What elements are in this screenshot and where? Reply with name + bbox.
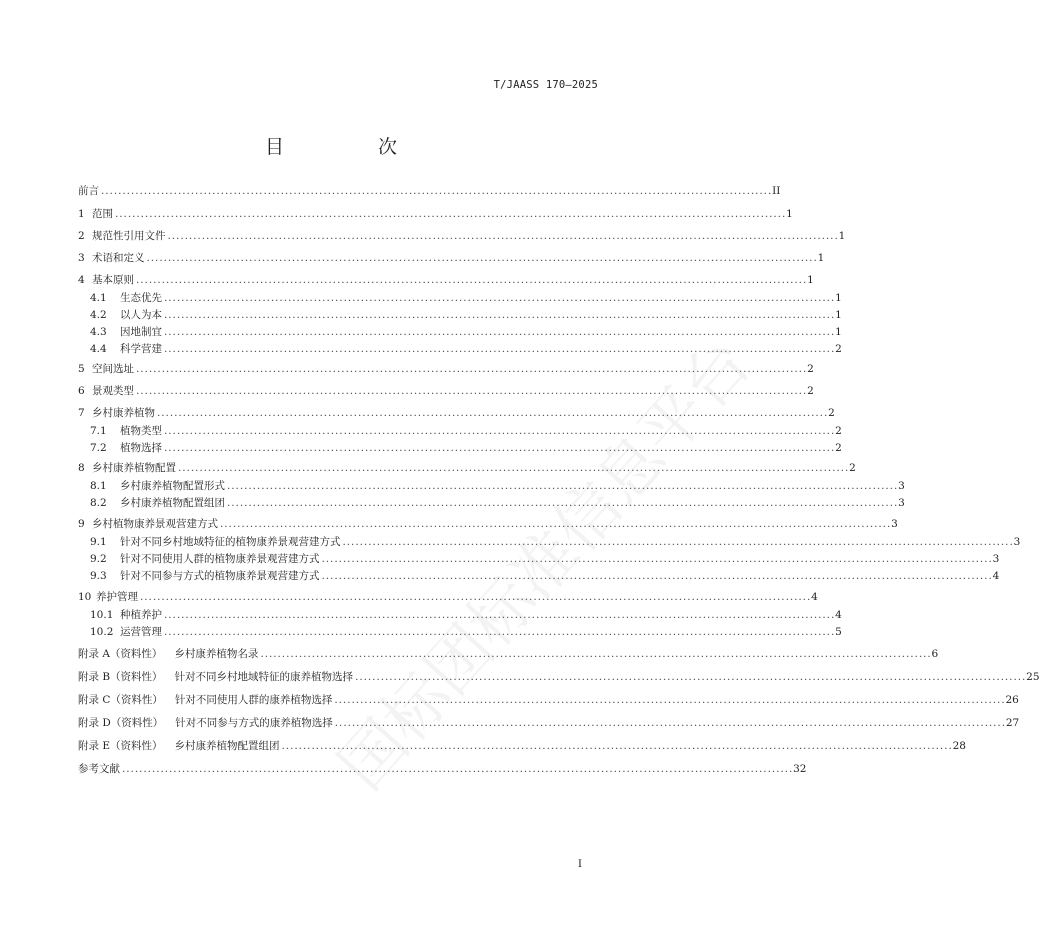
- toc-entry[interactable]: [90, 496, 905, 510]
- toc-entry-page: 5: [835, 626, 842, 638]
- toc-entry-label: 以人为本: [120, 309, 162, 321]
- toc-entry-page: 4: [992, 570, 1000, 582]
- toc-entry-number: 1: [78, 208, 85, 220]
- toc-entry-label: 运营管理: [120, 626, 162, 638]
- toc-leader-dots: [260, 647, 929, 661]
- toc-entry-label: 乡村康养植物配置: [92, 462, 176, 474]
- toc-entry[interactable]: [90, 535, 1021, 549]
- toc-entry-label: 生态优先: [120, 292, 162, 304]
- toc-entry-page: 1: [817, 252, 825, 264]
- toc-entry[interactable]: [78, 251, 825, 265]
- toc-entry[interactable]: [90, 325, 842, 339]
- toc-entry[interactable]: [90, 342, 842, 356]
- toc-entry-number: 10.1: [90, 609, 114, 621]
- page-title: 目 次: [264, 136, 442, 158]
- toc-entry-page: 6: [931, 648, 939, 660]
- toc-entry-label: 植物选择: [120, 442, 162, 454]
- toc-entry[interactable]: [78, 207, 793, 221]
- toc-leader-dots: [334, 693, 1003, 707]
- toc-entry-label: 空间选址: [92, 363, 134, 375]
- toc-entry-number: 9: [78, 518, 85, 530]
- toc-leader-dots: [220, 517, 889, 531]
- toc-entry-number: 10: [78, 591, 92, 603]
- toc-entry-number: 6: [78, 385, 85, 397]
- toc-entry-label: 景观类型: [92, 385, 134, 397]
- toc-entry-number: 10.2: [90, 626, 114, 638]
- toc-leader-dots: [115, 207, 784, 221]
- toc-entry-number: 9.2: [90, 553, 107, 565]
- toc-entry-label: 术语和定义: [92, 252, 145, 264]
- toc-entry-label: 范围: [92, 208, 113, 220]
- toc-entry-page: 4: [835, 609, 842, 621]
- toc-entry-page: 2: [835, 425, 842, 437]
- toc-entry-page: 2: [849, 462, 856, 474]
- toc-entry-page: 1: [835, 326, 842, 338]
- toc-leader-dots: [147, 251, 816, 265]
- toc-entry-label: 乡村康养植物: [92, 407, 155, 419]
- page-number: I: [577, 858, 582, 870]
- toc-entry-number: 7.2: [90, 442, 107, 454]
- toc-entry-page: 1: [807, 274, 814, 286]
- toc-leader-dots: [343, 535, 1012, 549]
- toc-entry[interactable]: [78, 517, 898, 531]
- toc-leader-dots: [168, 229, 837, 243]
- toc-entry[interactable]: [90, 424, 842, 438]
- toc-leader-dots: [164, 325, 833, 339]
- toc-entry[interactable]: [90, 608, 842, 622]
- toc-entry[interactable]: [78, 693, 1019, 707]
- toc-entry-label: 针对不同乡村地域特征的植物康养景观营建方式: [120, 536, 341, 548]
- toc-entry-label: 种植养护: [120, 609, 162, 621]
- toc-entry[interactable]: [78, 384, 814, 398]
- toc-entry[interactable]: [78, 647, 939, 661]
- toc-entry-page: 4: [811, 591, 818, 603]
- toc-leader-dots: [355, 670, 1024, 684]
- toc-entry-number: 4.3: [90, 326, 107, 338]
- toc-entry-page: 2: [835, 442, 842, 454]
- toc-entry[interactable]: [78, 461, 856, 475]
- watermark-text: 国标团标准信息平台: [325, 326, 766, 804]
- toc-entry-number: 附录 C（资料性）: [78, 694, 163, 706]
- toc-entry-label: 因地制宜: [120, 326, 162, 338]
- toc-entry-number: 4: [78, 274, 85, 286]
- toc-entry-number: 附录 E（资料性）: [78, 740, 163, 752]
- toc-entry-label: 乡村康养植物名录: [174, 648, 259, 660]
- toc-entry-label: 乡村植物康养景观营建方式: [92, 518, 218, 530]
- toc-leader-dots: [322, 569, 991, 583]
- toc-entry-page: 2: [807, 363, 814, 375]
- toc-entry-label: 针对不同使用人群的康养植物选择: [174, 694, 333, 706]
- toc-entry-label: 乡村康养植物配置形式: [120, 480, 225, 492]
- toc-leader-dots: [101, 184, 770, 198]
- toc-entry-page: 27: [1005, 717, 1020, 729]
- toc-entry-page: 32: [793, 763, 807, 775]
- toc-entry-label: 乡村康养植物配置组团: [174, 740, 280, 752]
- toc-entry[interactable]: [78, 739, 966, 753]
- toc-entry-number: 8: [78, 462, 85, 474]
- toc-entry-number: 附录 A（资料性）: [78, 648, 163, 660]
- toc-entry-page: 3: [992, 553, 1000, 565]
- toc-entry[interactable]: [78, 670, 1040, 684]
- toc-entry[interactable]: [78, 406, 835, 420]
- toc-entry-page: 3: [1013, 536, 1021, 548]
- toc-entry[interactable]: [90, 291, 842, 305]
- document-id: T/JAASS 170—2025: [493, 79, 598, 91]
- toc-leader-dots: [136, 273, 805, 287]
- toc-leader-dots: [164, 625, 833, 639]
- toc-entry-page: 28: [952, 740, 966, 752]
- toc-entry[interactable]: [90, 625, 842, 639]
- toc-entry-label: 针对不同乡村地域特征的康养植物选择: [174, 671, 354, 683]
- toc-entry-label: 针对不同参与方式的植物康养景观营建方式: [120, 570, 320, 582]
- toc-leader-dots: [140, 590, 809, 604]
- toc-entry-label: 前言: [78, 185, 99, 197]
- toc-leader-dots: [227, 496, 896, 510]
- toc-leader-dots: [322, 552, 991, 566]
- toc-entry-page: II: [772, 185, 781, 197]
- toc-entry-page: 2: [828, 407, 835, 419]
- toc-entry-number: 7.1: [90, 425, 107, 437]
- toc-entry-number: 9.3: [90, 570, 107, 582]
- toc-entry-page: 3: [898, 480, 905, 492]
- toc-entry-number: 附录 B（资料性）: [78, 671, 163, 683]
- toc-leader-dots: [164, 441, 833, 455]
- toc-entry-label: 养护管理: [96, 591, 138, 603]
- toc-leader-dots: [178, 461, 847, 475]
- toc-entry-page: 2: [835, 343, 842, 355]
- toc-entry-page: 1: [835, 292, 842, 304]
- toc-entry-number: 4.1: [90, 292, 107, 304]
- toc-entry-label: 针对不同参与方式的康养植物选择: [175, 717, 333, 729]
- toc-leader-dots: [122, 762, 791, 776]
- toc-entry[interactable]: [78, 273, 814, 287]
- toc-entry[interactable]: [90, 479, 905, 493]
- toc-leader-dots: [136, 384, 805, 398]
- toc-entry[interactable]: [90, 552, 1000, 566]
- toc-entry-label: 参考文献: [78, 763, 120, 775]
- toc-entry-number: 9.1: [90, 536, 107, 548]
- toc-entry[interactable]: [78, 229, 846, 243]
- toc-entry[interactable]: [90, 441, 842, 455]
- toc-entry-page: 3: [898, 497, 905, 509]
- toc-entry-label: 针对不同使用人群的植物康养景观营建方式: [120, 553, 320, 565]
- toc-leader-dots: [164, 424, 833, 438]
- toc-entry-page: 1: [838, 230, 846, 242]
- toc-entry-number: 5: [78, 363, 85, 375]
- toc-leader-dots: [335, 716, 1004, 730]
- toc-entry-number: 8.2: [90, 497, 107, 509]
- toc-entry-number: 2: [78, 230, 85, 242]
- toc-entry-page: 1: [786, 208, 793, 220]
- toc-entry-number: 4.4: [90, 343, 107, 355]
- toc-entry[interactable]: [78, 716, 1020, 730]
- toc-entry-page: 2: [807, 385, 814, 397]
- toc-entry-number: 3: [78, 252, 85, 264]
- toc-leader-dots: [282, 739, 951, 753]
- toc-entry-page: 25: [1026, 671, 1040, 683]
- toc-entry-number: 4.2: [90, 309, 107, 321]
- toc-entry-number: 8.1: [90, 480, 107, 492]
- toc-leader-dots: [164, 291, 833, 305]
- toc-entry[interactable]: [78, 184, 781, 198]
- toc-leader-dots: [164, 342, 833, 356]
- toc-entry[interactable]: [90, 308, 842, 322]
- toc-entry-page: 3: [891, 518, 898, 530]
- toc-leader-dots: [157, 406, 826, 420]
- toc-leader-dots: [227, 479, 896, 493]
- toc-entry[interactable]: [90, 569, 1000, 583]
- toc-leader-dots: [164, 608, 833, 622]
- toc-entry-page: 1: [835, 309, 842, 321]
- toc-entry[interactable]: [78, 362, 814, 376]
- toc-entry-label: 科学营建: [120, 343, 162, 355]
- toc-leader-dots: [164, 308, 833, 322]
- toc-entry-number: 7: [78, 407, 85, 419]
- toc-entry-label: 植物类型: [120, 425, 162, 437]
- toc-entry[interactable]: [78, 762, 807, 776]
- toc-entry[interactable]: [78, 590, 818, 604]
- toc-entry-page: 26: [1005, 694, 1019, 706]
- toc-entry-label: 乡村康养植物配置组团: [120, 497, 225, 509]
- toc-entry-label: 规范性引用文件: [92, 230, 166, 242]
- toc-entry-number: 附录 D（资料性）: [78, 717, 164, 729]
- toc-entry-label: 基本原则: [92, 274, 134, 286]
- toc-leader-dots: [136, 362, 805, 376]
